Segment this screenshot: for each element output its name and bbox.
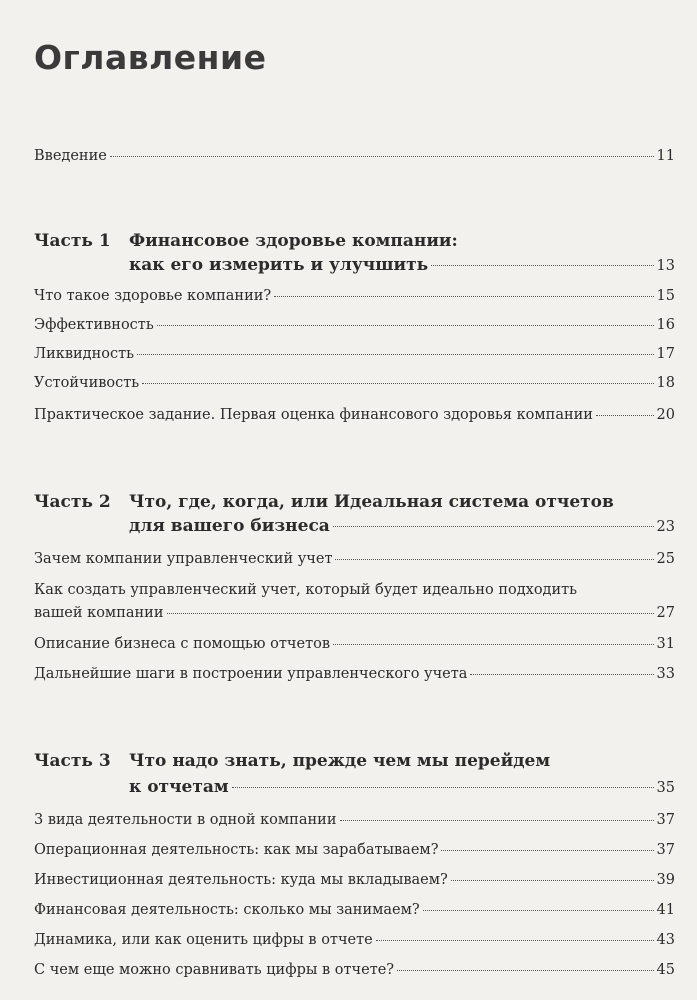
part-page: 35: [656, 780, 675, 796]
part-title-line2: к отчетам: [129, 777, 229, 797]
part-3-heading-cont[interactable]: [129, 776, 675, 799]
part-1-heading-cont[interactable]: [129, 254, 675, 277]
part-page: 13: [656, 258, 675, 274]
toc-entry-label: вашей компании: [34, 605, 164, 621]
toc-entry-label: Операционная деятельность: как мы зарабатываем?: [34, 842, 439, 858]
toc-entry-label: Инвестиционная деятельность: куда мы вкладываем?: [34, 872, 448, 888]
leader-dots: [397, 970, 653, 971]
leader-dots: [431, 265, 653, 266]
toc-entry[interactable]: [34, 665, 675, 683]
toc-entry[interactable]: [34, 931, 675, 949]
leader-dots: [167, 613, 654, 614]
toc-entry-page: 37: [656, 842, 675, 858]
leader-dots: [451, 880, 654, 881]
toc-entry-page: 16: [656, 317, 675, 333]
toc-entry-page: 45: [656, 962, 675, 978]
leader-dots: [470, 674, 653, 675]
toc-entry[interactable]: [34, 287, 675, 305]
part-number: Часть 1: [34, 231, 111, 251]
part-title-line1: Что надо знать, прежде чем мы перейдем: [129, 751, 551, 771]
toc-entry-label: Дальнейшие шаги в построении управленческого учета: [34, 666, 468, 682]
toc-entry-page: 11: [656, 148, 675, 164]
part-number: Часть 2: [34, 492, 111, 512]
toc-entry-label: 3 вида деятельности в одной компании: [34, 812, 337, 828]
toc-entry[interactable]: [34, 550, 675, 568]
toc-entry-page: 43: [656, 932, 675, 948]
toc-entry[interactable]: [34, 871, 675, 889]
toc-entry-label: Динамика, или как оценить цифры в отчете: [34, 932, 373, 948]
toc-entry-intro[interactable]: [34, 147, 675, 165]
part-2-heading-cont[interactable]: [129, 515, 675, 538]
part-3-heading[interactable]: [34, 750, 550, 772]
toc-entry-label: Описание бизнеса с помощью отчетов: [34, 636, 330, 652]
leader-dots: [110, 156, 654, 157]
part-page: 23: [656, 519, 675, 535]
leader-dots: [232, 787, 654, 788]
leader-dots: [274, 296, 653, 297]
part-1-heading[interactable]: [34, 230, 458, 252]
toc-entry-page: 25: [656, 551, 675, 567]
toc-entry[interactable]: [34, 961, 675, 979]
leader-dots: [137, 354, 654, 355]
toc-entry-page: 17: [656, 346, 675, 362]
toc-entry-page: 15: [656, 288, 675, 304]
leader-dots: [376, 940, 654, 941]
toc-entry-page: 39: [656, 872, 675, 888]
part-2-heading[interactable]: [34, 491, 614, 513]
toc-entry-label: С чем еще можно сравнивать цифры в отчете?: [34, 962, 395, 978]
toc-entry-page: 41: [656, 902, 675, 918]
toc-entry-label: Эффективность: [34, 317, 154, 333]
toc-entry[interactable]: [34, 635, 675, 653]
toc-entry-page: 18: [656, 375, 675, 391]
leader-dots: [423, 910, 654, 911]
toc-entry-page: 31: [656, 636, 675, 652]
toc-entry-label: Что такое здоровье компании?: [34, 288, 272, 304]
leader-dots: [441, 850, 653, 851]
part-title-line1: Финансовое здоровье компании:: [129, 231, 458, 251]
toc-entry-page: 33: [656, 666, 675, 682]
toc-entry[interactable]: [34, 841, 675, 859]
part-title-line1: Что, где, когда, или Идеальная система отчетов: [129, 492, 614, 512]
toc-entry-label: Ликвидность: [34, 346, 135, 362]
page-title: Оглавление: [34, 38, 267, 77]
toc-entry-page: 37: [656, 812, 675, 828]
part-title-line2: для вашего бизнеса: [129, 516, 330, 536]
part-title-line2: как его измерить и улучшить: [129, 255, 429, 275]
leader-dots: [333, 644, 654, 645]
part-number: Часть 3: [34, 751, 111, 771]
toc-entry-label: Финансовая деятельность: сколько мы занимаем?: [34, 902, 420, 918]
toc-entry-label-line1[interactable]: Как создать управленческий учет, который будет идеально подходить: [34, 582, 578, 598]
toc-entry[interactable]: [34, 374, 675, 392]
toc-entry-page: 27: [656, 605, 675, 621]
leader-dots: [340, 820, 654, 821]
leader-dots: [157, 325, 654, 326]
toc-entry[interactable]: [34, 316, 675, 334]
toc-entry[interactable]: [34, 901, 675, 919]
leader-dots: [142, 383, 653, 384]
toc-entry[interactable]: [34, 406, 675, 424]
toc-entry[interactable]: [34, 811, 675, 829]
toc-entry-label: Введение: [34, 148, 107, 164]
leader-dots: [335, 559, 653, 560]
toc-entry[interactable]: [34, 345, 675, 363]
toc-entry-label: Практическое задание. Первая оценка финансового здоровья компании: [34, 407, 593, 423]
toc-entry-page: 20: [656, 407, 675, 423]
toc-entry-label: Зачем компании управленческий учет: [34, 551, 333, 567]
toc-entry[interactable]: [34, 604, 675, 622]
leader-dots: [596, 415, 654, 416]
toc-entry-label: Устойчивость: [34, 375, 140, 391]
leader-dots: [333, 526, 654, 527]
